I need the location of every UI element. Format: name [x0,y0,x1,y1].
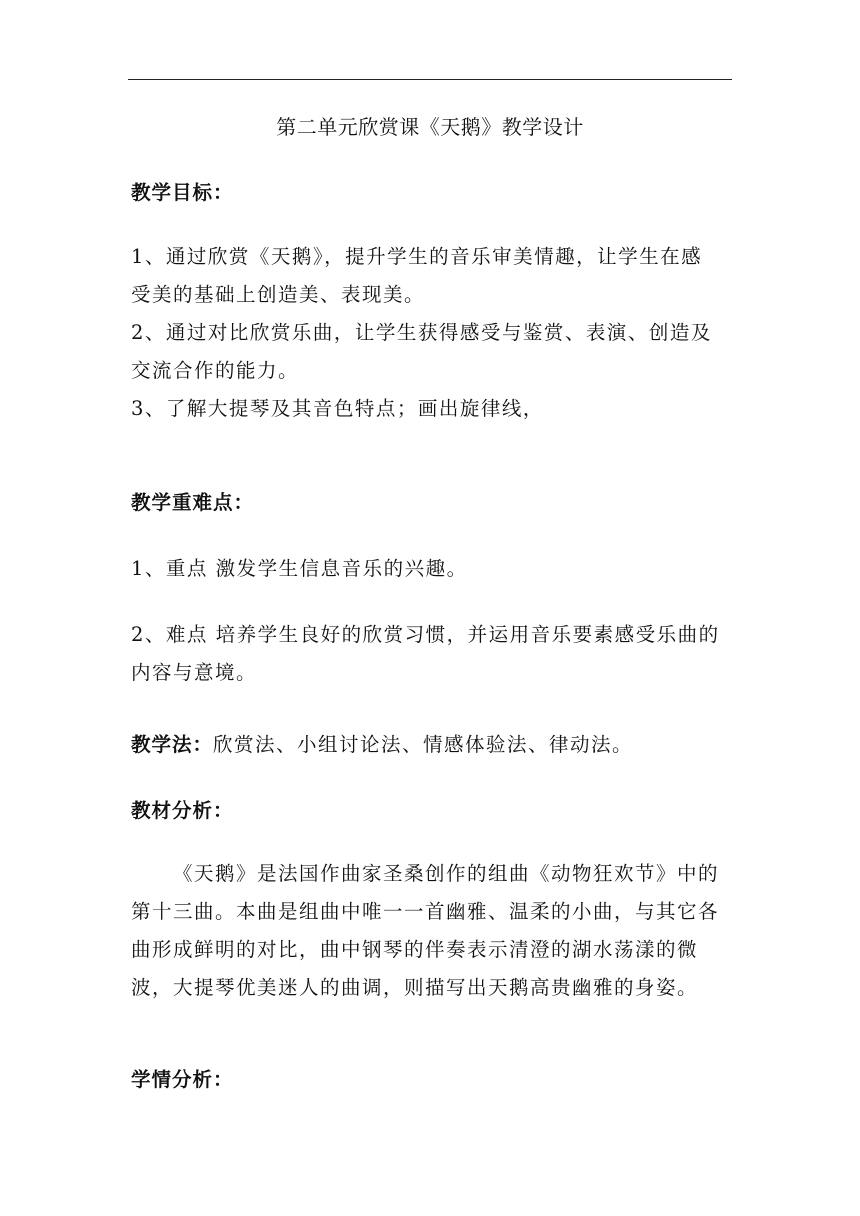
section-heading-key-points: 教学重难点： [131,491,255,514]
analysis-line-1 [131,855,731,893]
analysis-line-2: 第十三曲。本曲是组曲中唯一一首幽雅、温柔的小曲，与其它各 [131,900,720,923]
document-title: 第二单元欣赏课《天鹅》教学设计 [276,115,584,139]
goals-item-2-line-2: 交流合作的能力。 [131,359,300,382]
key-point-2 [131,616,731,692]
goals-list [131,238,731,428]
key-point-1: 1、重点 激发学生信息音乐的兴趣。 [131,557,468,580]
key-point-2-line-2: 内容与意境。 [131,661,258,684]
goals-item-2-line-1: 2、通过对比欣赏乐曲，让学生获得感受与鉴赏、表演、创造及 [131,321,712,344]
goals-item-1-line-1: 1、通过欣赏《天鹅》，提升学生的音乐审美情趣，让学生在感 [131,245,703,268]
header-rule [128,79,732,80]
section-heading-students: 学情分析： [131,1068,234,1091]
methods-text: 欣赏法、小组讨论法、情感体验法、律动法。 [213,733,634,756]
analysis-line-1-text: 《天鹅》是法国作曲家圣桑创作的组曲《动物狂欢节》中的 [173,862,720,885]
section-heading-goals: 教学目标： [131,181,234,204]
analysis-line-3: 曲形成鲜明的对比，曲中钢琴的伴奏表示清澄的湖水荡漾的微 [131,938,699,961]
goals-item-3-line-1: 3、了解大提琴及其音色特点；画出旋律线， [131,397,544,420]
analysis-paragraph [131,855,731,1007]
key-point-2-line-1: 2、难点 培养学生良好的欣赏习惯，并运用音乐要素感受乐曲的 [131,623,720,646]
section-heading-methods: 教学法： [131,733,214,756]
methods-paragraph [131,726,731,764]
goals-item-1-line-2: 受美的基础上创造美、表现美。 [131,283,426,306]
section-heading-analysis: 教材分析： [131,799,234,822]
analysis-line-4: 波，大提琴优美迷人的曲调，则描写出天鹅高贵幽雅的身姿。 [131,976,699,999]
